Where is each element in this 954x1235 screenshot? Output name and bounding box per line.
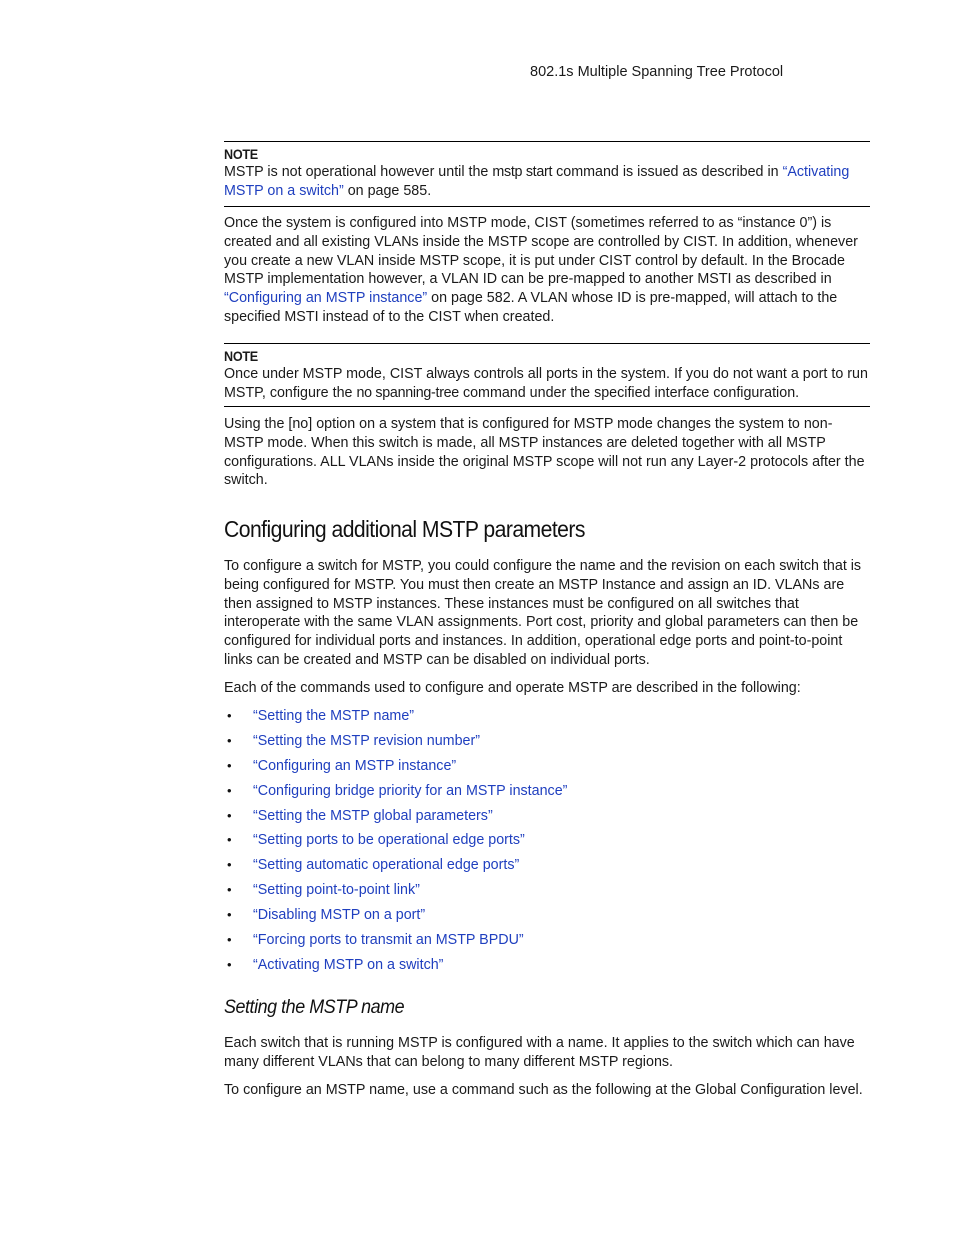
bullet-icon: •: [227, 782, 232, 798]
body-paragraph-2: Using the [no] option on a system that is configured for MSTP mode changes the system to non-MSTP mode. When this switch is made, all MSTP instances are deleted together with all MSTP configurations. ALL VLANs inside the original MSTP scope will not run any Layer-2 protocols after the switch.: [224, 416, 865, 489]
list-item: [224, 855, 567, 880]
list-item: [224, 905, 567, 930]
link-global-parameters[interactable]: “Setting the MSTP global parameters”: [253, 807, 493, 824]
link-setting-mstp-name[interactable]: “Setting the MSTP name”: [253, 708, 415, 724]
list-item: [224, 781, 567, 806]
note-text: Once under MSTP mode, CIST always controls all ports in the system. If you do not want a port to run MSTP, configure the no spanning-tree command under the specified interface configuration.: [224, 365, 868, 401]
note-box-1: [224, 141, 870, 207]
bullet-icon: •: [227, 832, 232, 848]
bullet-icon: •: [227, 932, 232, 948]
cross-ref-link-configuring-instance[interactable]: “Configuring an MSTP instance”: [224, 290, 428, 307]
subsection-paragraph-2: To configure an MSTP name, use a command such as the following at the Global Configuration level.: [224, 1082, 863, 1098]
link-setting-mstp-revision[interactable]: “Setting the MSTP revision number”: [253, 732, 480, 749]
subsection-heading: Setting the MSTP name: [224, 996, 405, 1018]
bullet-icon: •: [227, 956, 232, 972]
list-item: [224, 731, 567, 756]
link-forcing-bpdu[interactable]: “Forcing ports to transmit an MSTP BPDU”: [253, 932, 524, 949]
link-automatic-edge-ports[interactable]: “Setting automatic operational edge ports”: [253, 857, 520, 874]
link-point-to-point[interactable]: “Setting point-to-point link”: [253, 882, 420, 899]
section-paragraph-2: Each of the commands used to configure and operate MSTP are described in the following:: [224, 680, 801, 696]
section-heading: Configuring additional MSTP parameters: [224, 516, 585, 542]
list-item: [224, 706, 567, 731]
bullet-icon: •: [227, 807, 232, 823]
body-paragraph-1: Once the system is configured into MSTP mode, CIST (sometimes referred to as “instance 0”) is created and all existing VLANs inside the MSTP scope are controlled by CIST. In addition, whenever you create a new VLAN inside MSTP scope, it is put under CIST control by default. In the Brocade MSTP implementation however, a VLAN ID can be pre-mapped to another MSTI as described in “Configuring an MSTP instance” on page 582. A VLAN whose ID is pre-mapped, will attach to the specified MSTI instead of to the CIST when created.: [224, 215, 858, 325]
cross-ref-link-activating-mstp[interactable]: “Activating MSTP on a switch”: [224, 163, 850, 199]
link-activating-mstp[interactable]: “Activating MSTP on a switch”: [253, 956, 444, 973]
list-item: [224, 930, 567, 955]
running-header: 802.1s Multiple Spanning Tree Protocol: [530, 64, 784, 80]
note-bottom-rule: [224, 406, 870, 407]
section-paragraph-1: To configure a switch for MSTP, you could configure the name and the revision on each switch that is being configured for MSTP. You must then create an MSTP Instance and assign an ID. VLANs are then assigned to MSTP instances. These instances must be configured on all switches that interoperate with the same VLAN assignments. Port cost, priority and global parameters can then be configured for individual ports and instances. In addition, operational edge ports and point-to-point links can be created and MSTP can be disabled on individual ports.: [224, 558, 862, 668]
list-item: [224, 756, 567, 781]
command-text: no spanning-tree: [356, 384, 459, 401]
bullet-icon: •: [227, 907, 232, 923]
link-disabling-mstp[interactable]: “Disabling MSTP on a port”: [253, 907, 426, 924]
note-text: MSTP is not operational however until the mstp start command is issued as described in “Activating MSTP on a switch” on page 585.: [224, 163, 850, 199]
note-box-2: [224, 343, 870, 407]
bullet-icon: •: [227, 732, 232, 748]
link-configuring-mstp-instance[interactable]: “Configuring an MSTP instance”: [253, 757, 457, 774]
bullet-icon: •: [227, 882, 232, 898]
bullet-icon: •: [227, 757, 232, 773]
command-text: mstp start: [492, 163, 553, 180]
bullet-icon: •: [227, 857, 232, 873]
link-operational-edge-ports[interactable]: “Setting ports to be operational edge ports”: [253, 832, 525, 849]
link-bridge-priority[interactable]: “Configuring bridge priority for an MSTP instance”: [253, 782, 568, 799]
list-item: [224, 955, 567, 980]
list-item: [224, 830, 567, 855]
bullet-icon: •: [227, 708, 232, 723]
note-label: NOTE: [224, 348, 258, 364]
list-item: [224, 806, 567, 831]
note-label: NOTE: [224, 146, 258, 162]
subsection-paragraph-1: Each switch that is running MSTP is configured with a name. It applies to the switch which can have many different VLANs that can belong to many different MSTP regions.: [224, 1035, 855, 1070]
note-bottom-rule: [224, 206, 870, 207]
command-link-list: [224, 706, 567, 980]
list-item: [224, 880, 567, 905]
